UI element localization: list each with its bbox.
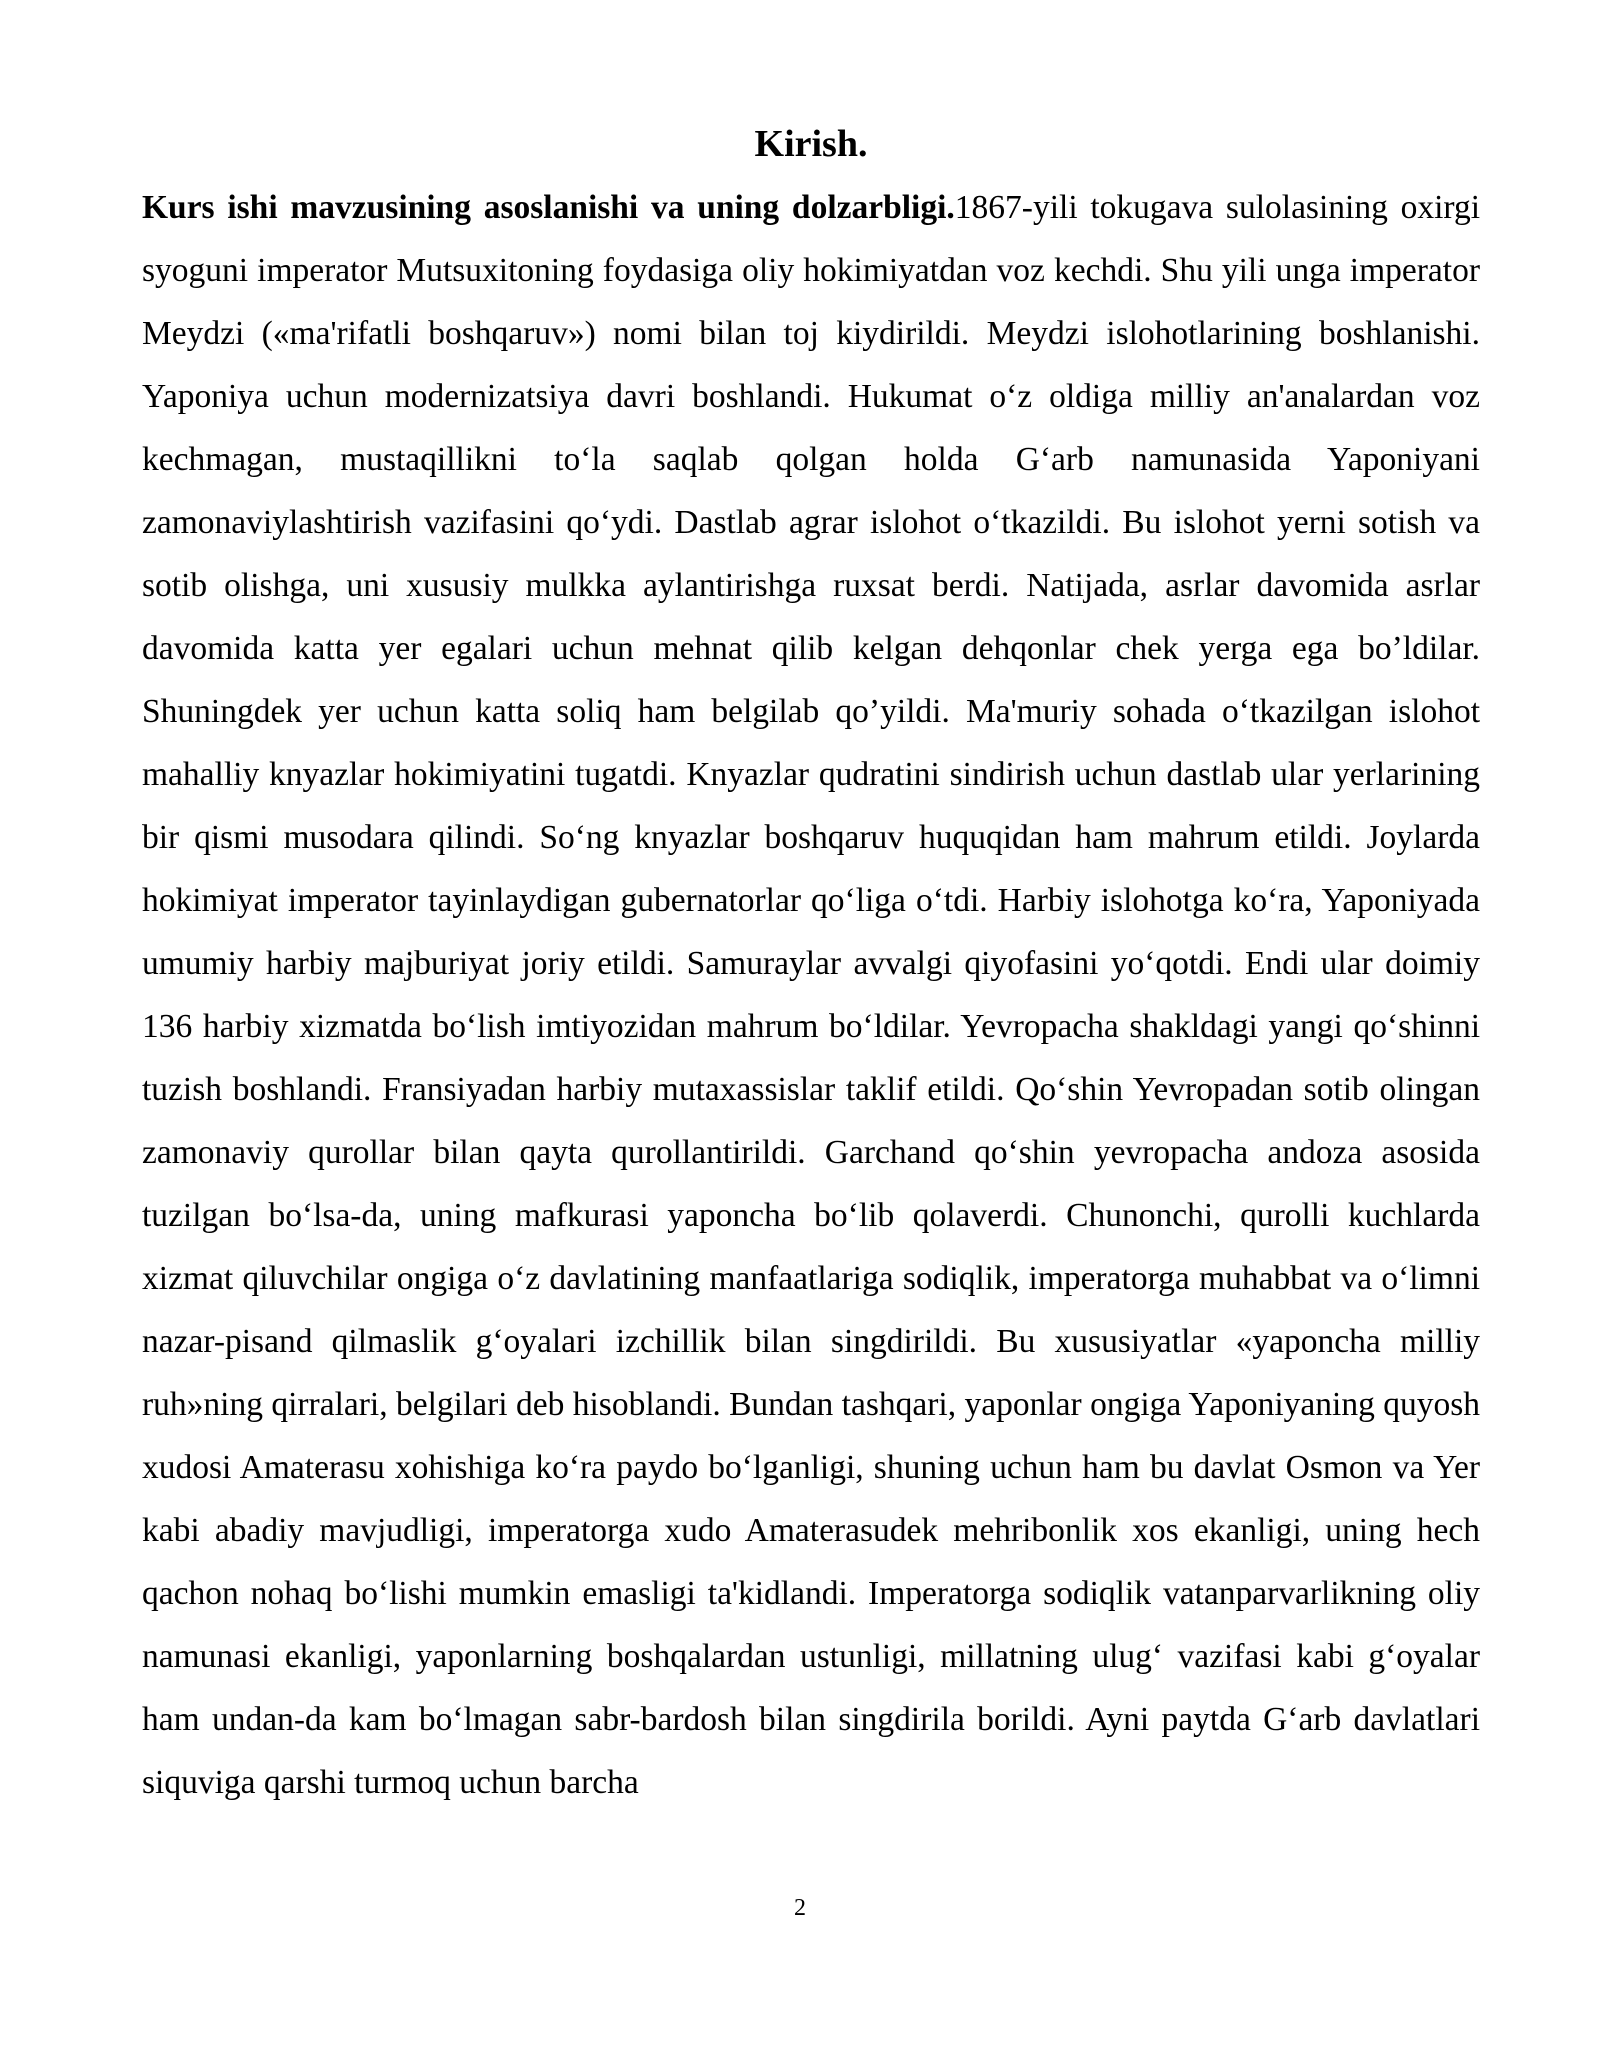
lead-heading: Kurs ishi mavzusining asoslanishi va uning dolzarbligi. bbox=[142, 189, 955, 226]
body-text: 1867-yili tokugava sulolasining oxirgi syoguni imperator Mutsuxitoning foydasiga oliy hokimiyatdan voz kechdi. Shu yili unga imperator Meydzi («ma'rifatli boshqaruv») nomi bilan toj kiydirildi. Meydzi islohotlarining boshlanishi. Yaponiya uchun modernizatsiya davri boshlandi. Hukumat o‘z oldiga milliy an'analardan voz kechmagan, mustaqillikni to‘la saqlab qolgan holda G‘arb namunasida Yaponiyani zamonaviylashtirish vazifasini qo‘ydi. Dastlab agrar islohot o‘tkazildi. Bu islohot yerni sotish va sotib olishga, uni xususiy mulkka aylantirishga ruxsat berdi. Natijada, asrlar davomida asrlar davomida katta yer egalari uchun mehnat qilib kelgan dehqonlar chek yerga ega bo’ldilar. Shuningdek yer uchun katta soliq ham belgilab qo’yildi. Ma'muriy sohada o‘tkazilgan islohot mahalliy knyazlar hokimiyatini tugatdi. Knyazlar qudratini sindirish uchun dastlab ular yerlarining bir qismi musodara qilindi. So‘ng knyazlar boshqaruv huquqidan ham mahrum etildi. Joylarda hokimiyat imperator tayinlaydigan gubernatorlar qo‘liga o‘tdi. Harbiy islohotga ko‘ra, Yaponiyada umumiy harbiy majburiyat joriy etildi. Samuraylar avvalgi qiyofasini yo‘qotdi. Endi ular doimiy 136 harbiy xizmatda bo‘lish imtiyozidan mahrum bo‘ldilar. Yevropacha shakldagi yangi qo‘shinni tuzish boshlandi. Fransiyadan harbiy mutaxassislar taklif etildi. Qo‘shin Yevropadan sotib olingan zamonaviy qurollar bilan qayta qurollantirildi. Garchand qo‘shin yevropacha andoza asosida tuzilgan bo‘lsa-da, uning mafkurasi yaponcha bo‘lib qolaverdi. Chunonchi, qurolli kuchlarda xizmat qiluvchilar ongiga o‘z davlatining manfaatlariga sodiqlik, imperatorga muhabbat va o‘limni nazar-pisand qilmaslik g‘oyalari izchillik bilan singdirildi. Bu xususiyatlar «yaponcha milliy ruh»ning qirralari, belgilari deb hisoblandi. Bundan tashqari, yaponlar ongiga Yaponiyaning quyosh xudosi Amaterasu xohishiga ko‘ra paydo bo‘lganligi, shuning uchun ham bu davlat Osmon va Yer kabi abadiy mavjudligi, imperatorga xudo Amaterasudek mehribonlik xos ekanligi, uning hech qachon nohaq bo‘lishi mumkin emasligi ta'kidlandi. Imperatorga sodiqlik vatanparvarlikning oliy namunasi ekanligi, yaponlarning boshqalardan ustunligi, millatning ulug‘ vazifasi kabi g‘oyalar ham undan-da kam bo‘lmagan sabr-bardosh bilan singdirila borildi. Ayni paytda G‘arb davlatlari siquviga qarshi turmoq uchun barcha bbox=[142, 189, 1481, 1801]
document-page bbox=[142, 118, 1480, 1814]
body-paragraph bbox=[142, 176, 1480, 1814]
page-title: Kirish. bbox=[754, 123, 868, 165]
page-number: 2 bbox=[794, 1895, 806, 1921]
